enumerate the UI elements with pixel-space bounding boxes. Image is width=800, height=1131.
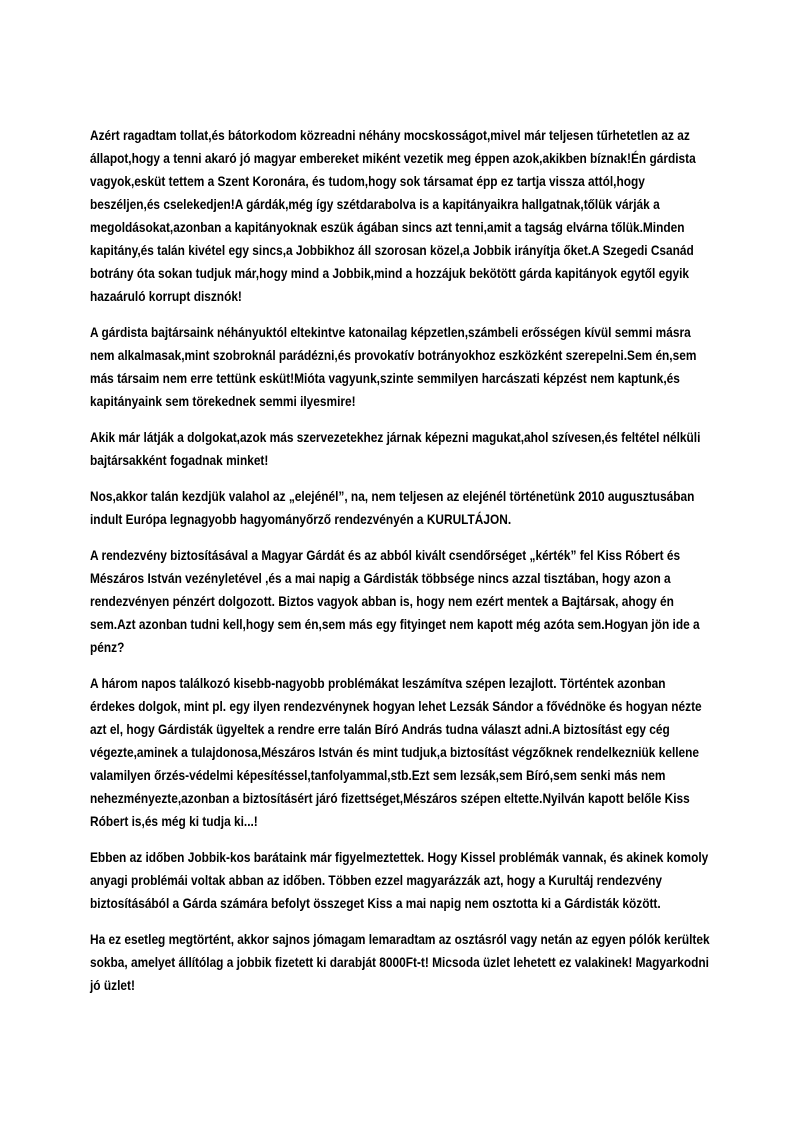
paragraph-5: A rendezvény biztosításával a Magyar Gárdát és az abból kivált csendőrséget „kérték” fel Kiss Róbert és Mészáros István vezényletével ,és a mai napig a Gárdisták többsége nincs azzal tisztában, hogy azon a rendezvényen pénzért dolgozott. Biztos vagyok abban is, hogy nem ezért mentek a Bajtársak, ahogy én sem.Azt azonban tudni kell,hogy sem én,sem más egy fityinget nem kapott még azóta sem.Hogyan jön ide a pénz?	[90, 547, 700, 655]
document-body	[90, 124, 711, 1010]
paragraph-2: A gárdista bajtársaink néhányuktól eltekintve katonailag képzetlen,számbeli erősségen kívül semmi másra nem alkalmasak,mint szobroknál parádézni,és provokatív botrányokhoz eszközként szerepelni.Sem én,sem más társaim nem erre tettünk esküt!Mióta vagyunk,szinte semmilyen harcászati képzést nem kaptunk,és kapitányaink sem törekednek semmi ilyesmire!	[90, 324, 697, 409]
paragraph-3: Akik már látják a dolgokat,azok más szervezetekhez járnak képezni magukat,ahol szívesen,és feltétel nélküli bajtársakként fogadnak minket!	[90, 429, 701, 468]
paragraph-1: Azért ragadtam tollat,és bátorkodom közreadni néhány mocskosságot,mivel már teljesen tűrhetetlen az az állapot,hogy a tenni akaró jó magyar embereket miként vezetik meg éppen azok,akikben bíznak!Én gárdista vagyok,esküt tettem a Szent Koronára, és tudom,hogy sok társamat épp ez tartja vissza attól,hogy beszéljen,és cselekedjen!A gárdák,még így szétdarabolva is a kapitányaikra hallgatnak,tőlük várják a megoldásokat,azonban a kapitányoknak eszük ágában sincs azt tenni,amit a tagság elvárna tőlük.Minden kapitány,és talán kivétel egy sincs,a Jobbikhoz áll szorosan közel,a Jobbik irányítja őket.A Szegedi Csanád botrány óta sokan tudjuk már,hogy mind a Jobbik,mind a hozzájuk bekötött gárda kapitányok egytől egyik hazaáruló korrupt disznók!	[90, 127, 696, 304]
paragraph-4: Nos,akkor talán kezdjük valahol az „elejénél”, na, nem teljesen az elejénél történetünk 2010 augusztusában indult Európa legnagyobb hagyományőrző rendezvényén a KURULTÁJON.	[90, 488, 695, 527]
paragraph-7: Ebben az időben Jobbik-kos barátaink már figyelmeztettek. Hogy Kissel problémák vannak, és akinek komoly anyagi problémái voltak abban az időben. Többen ezzel magyarázzák azt, hogy a Kurultáj rendezvény biztosításából a Gárda számára befolyt összeget Kiss a mai napig nem osztotta ki a Gárdisták között.	[90, 849, 709, 911]
paragraph-6: A három napos találkozó kisebb-nagyobb problémákat leszámítva szépen lezajlott. Történtek azonban érdekes dolgok, mint pl. egy ilyen rendezvénynek hogyan lehet Lezsák Sándor a fővédnöke és hogyan nézte azt el, hogy Gárdisták ügyeltek a rendre erre talán Bíró András tudna választ adni.A biztosítást egy cég végezte,aminek a tulajdonosa,Mészáros István és mint tudjuk,a biztosítást végzőknek rendelkezniük kellene valamilyen őrzés-védelmi képesítéssel,tanfolyammal,stb.Ezt sem lezsák,sem Bíró,sem senki más nem nehezményezte,azonban a biztosításért járó fizettséget,Mészáros szépen eltette.Nyilván kapott belőle Kiss Róbert is,és még ki tudja ki...!	[90, 675, 702, 829]
paragraph-8: Ha ez esetleg megtörtént, akkor sajnos jómagam lemaradtam az osztásról vagy netán az egyen pólók kerültek sokba, amelyet állítólag a jobbik fizetett ki darabját 8000Ft-t! Micsoda üzlet lehetett ez valakinek! Magyarkodni jó üzlet!	[90, 931, 710, 993]
